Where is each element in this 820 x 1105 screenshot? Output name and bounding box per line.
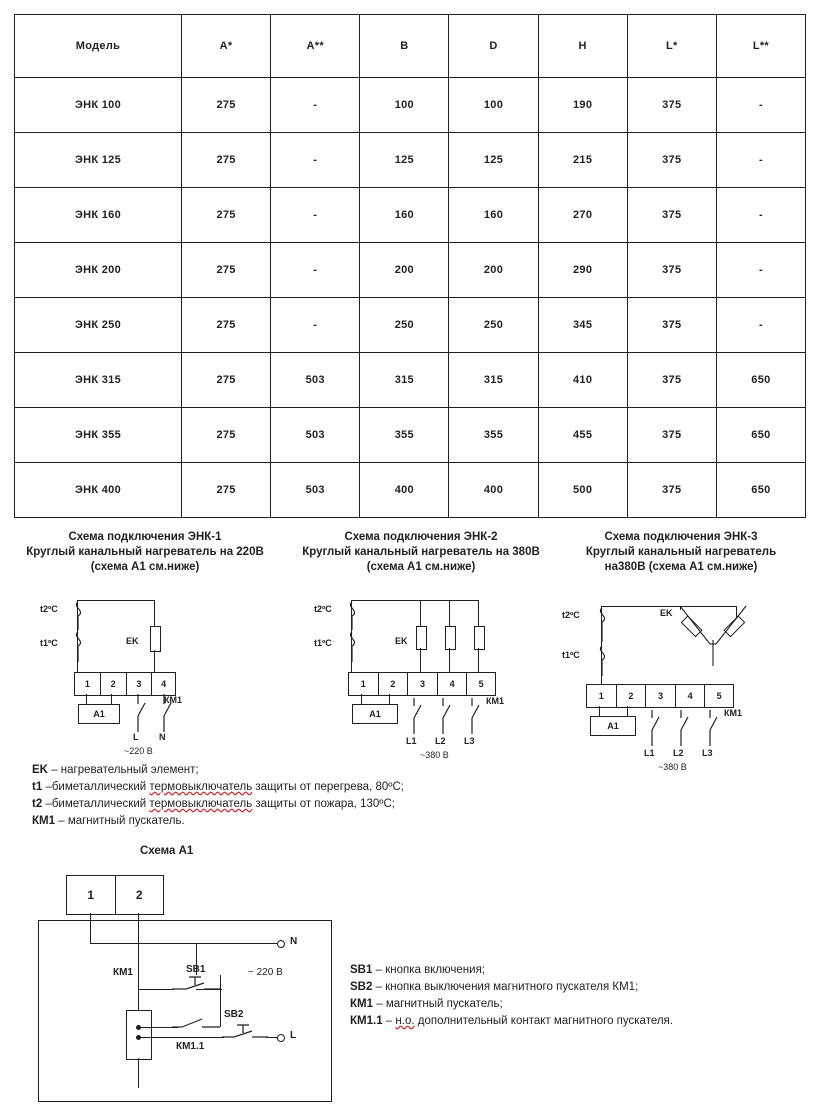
table-header-cell: H [538, 15, 627, 78]
table-cell-model: ЭНК 250 [15, 298, 182, 353]
table-cell: 315 [360, 353, 449, 408]
legend-item [32, 779, 592, 796]
table-cell: 410 [538, 353, 627, 408]
table-cell: - [716, 298, 805, 353]
table-cell: 215 [538, 133, 627, 188]
contactor-contacts-icon [646, 710, 726, 746]
table-cell: 503 [271, 353, 360, 408]
legend-text: магнитный пускатель; [385, 998, 503, 1010]
legend-item [350, 979, 800, 996]
scheme-enk-2 [290, 530, 552, 760]
scheme-3-title-line-3: на380В (схема А1 см.ниже) [604, 561, 758, 573]
scheme-3-title-line-1: Схема подключения ЭНК-3 [604, 531, 758, 543]
table-cell: - [716, 133, 805, 188]
heating-element-icon [474, 626, 485, 650]
scheme-1-ek-label: EK [126, 636, 139, 646]
scheme-2-terminal-block [348, 672, 496, 696]
star-connection-icon [674, 604, 754, 666]
table-cell: 275 [182, 353, 271, 408]
legend-text-post: защиты от пожара, 130ºС; [252, 798, 395, 810]
terminal-cell: 4 [676, 685, 706, 707]
legend-text-post: защиты от перегрева, 80ºС; [252, 781, 404, 793]
contactor-contacts-icon [132, 694, 178, 732]
scheme-1-title-line-3: (схема А1 см.ниже) [90, 561, 200, 573]
terminal-cell: 5 [478, 679, 484, 689]
thermoswitch-icon [594, 606, 616, 676]
scheme-2-ek-label: EK [395, 636, 408, 646]
terminal-cell: 3 [646, 685, 676, 707]
table-cell: 125 [449, 133, 538, 188]
legend-key: t1 [32, 781, 43, 793]
table-cell: 200 [360, 243, 449, 298]
table-cell: 375 [627, 78, 716, 133]
table-cell: 375 [627, 188, 716, 243]
table-cell-model: ЭНК 160 [15, 188, 182, 243]
legend-text-pre: биметаллический [51, 798, 150, 810]
table-cell-model: ЭНК 125 [15, 133, 182, 188]
table-cell: - [271, 78, 360, 133]
table-cell: - [716, 78, 805, 133]
legend-dash: – [45, 798, 52, 810]
terminal-cell: 1 [587, 685, 617, 707]
a1-label-km11: КМ1.1 [176, 1041, 205, 1052]
heating-element-icon [416, 626, 427, 650]
scheme-1-phase-L: L [133, 732, 139, 742]
pushbutton-sb2-icon [222, 1023, 278, 1045]
heating-element-icon [150, 626, 161, 652]
table-row [15, 243, 806, 298]
terminal-dot-n [277, 940, 285, 948]
table-cell: - [271, 243, 360, 298]
scheme-2-t2-label: t2ºC [314, 604, 332, 614]
legend-key: EK [32, 764, 48, 776]
legend-item [350, 996, 800, 1013]
table-cell: - [271, 133, 360, 188]
table-header-cell: A* [182, 15, 271, 78]
table-cell: 503 [271, 408, 360, 463]
table-cell: 275 [182, 188, 271, 243]
table-cell-model: ЭНК 355 [15, 408, 182, 463]
legend-dash: – [385, 1015, 393, 1027]
table-cell: 315 [449, 353, 538, 408]
legend-text: кнопка выключения магнитного пускателя КМ1; [385, 981, 639, 993]
legend-text-highlight: термовыключатель [149, 781, 253, 793]
scheme-3-t1-label: t1ºC [562, 650, 580, 660]
legend-text-post: дополнительный контакт магнитного пускателя. [414, 1015, 673, 1027]
table-cell: 455 [538, 408, 627, 463]
scheme-2-phase-L1: L1 [406, 736, 417, 746]
scheme-2-title-line-2: Круглый канальный нагреватель на 380В [302, 546, 540, 558]
legend-dash: – [58, 815, 65, 827]
terminal-cell: 4 [438, 673, 468, 695]
specification-table-container [14, 14, 806, 518]
table-cell: 355 [449, 408, 538, 463]
scheme-2-voltage: ~380 В [420, 750, 449, 760]
legend-text: нагревательный элемент; [60, 764, 199, 776]
scheme-3-title-line-2: Круглый канальный нагреватель [585, 546, 777, 558]
scheme-3-a1-box: А1 [590, 716, 636, 736]
scheme-1-diagram [14, 580, 276, 756]
a1-label-l: L [290, 1030, 297, 1041]
scheme-1-km1-label: КМ1 [164, 695, 182, 705]
legend-dash: – [376, 998, 383, 1010]
table-row [15, 353, 806, 408]
legend-dash: – [51, 764, 58, 776]
a1-label-sb1: SB1 [186, 964, 206, 975]
scheme-1-t2-label: t2ºC [40, 604, 58, 614]
scheme-3-km1-label: КМ1 [724, 708, 742, 718]
terminal-cell: 3 [127, 673, 153, 695]
table-cell: 650 [716, 353, 805, 408]
table-cell: 275 [182, 243, 271, 298]
table-cell: 503 [271, 463, 360, 518]
thermoswitch-icon [344, 600, 366, 662]
terminal-cell: 2 [379, 673, 409, 695]
terminal-cell: 1 [349, 673, 379, 695]
scheme-2-title-line-1: Схема подключения ЭНК-2 [344, 531, 498, 543]
table-cell: 190 [538, 78, 627, 133]
table-header-cell: B [360, 15, 449, 78]
table-row [15, 188, 806, 243]
scheme-1-title-line-2: Круглый канальный нагреватель на 220В [26, 546, 264, 558]
scheme-1-a1-box: А1 [78, 704, 120, 724]
table-cell: - [716, 188, 805, 243]
terminal-cell: 3 [408, 673, 438, 695]
a1-voltage-label: ~ 220 В [248, 967, 283, 978]
scheme-1-voltage: ~220 В [124, 746, 153, 756]
terminal-cell: 1 [75, 673, 101, 695]
table-header-cell: L** [716, 15, 805, 78]
legend-item [32, 813, 592, 830]
legend-key: SB2 [350, 981, 373, 993]
specification-table [14, 14, 806, 518]
a1-label-km1: КМ1 [113, 967, 133, 978]
table-row [15, 298, 806, 353]
scheme-2-diagram [290, 580, 552, 760]
terminal-cell: 2 [617, 685, 647, 707]
heating-element-icon [445, 626, 456, 650]
table-row [15, 78, 806, 133]
scheme-3-phase-L1: L1 [644, 748, 655, 758]
terminal-cell: 2 [135, 888, 143, 902]
table-header-cell: D [449, 15, 538, 78]
scheme-enk-3 [556, 530, 806, 772]
terminal-dot-l [277, 1034, 285, 1042]
table-cell: 375 [627, 353, 716, 408]
scheme-3-terminal-block [586, 684, 734, 708]
scheme-1-terminal-block [74, 672, 176, 696]
a1-label-sb2: SB2 [224, 1009, 244, 1020]
table-cell: 500 [538, 463, 627, 518]
table-cell: 100 [449, 78, 538, 133]
table-header-cell: L* [627, 15, 716, 78]
legend-text-highlight: н.о. [395, 1015, 415, 1027]
legend-key: t2 [32, 798, 43, 810]
table-row [15, 408, 806, 463]
terminal-cell: 5 [716, 691, 722, 701]
legend-key: SB1 [350, 964, 373, 976]
legend-text: кнопка включения; [385, 964, 486, 976]
a1-legend [350, 962, 800, 1030]
scheme-3-phase-L3: L3 [702, 748, 713, 758]
contactor-contacts-icon [408, 698, 488, 734]
table-cell: 375 [627, 133, 716, 188]
table-cell: 160 [360, 188, 449, 243]
table-cell-model: ЭНК 100 [15, 78, 182, 133]
scheme-2-a1-box: А1 [352, 704, 398, 724]
table-cell: 275 [182, 78, 271, 133]
table-cell-model: ЭНК 200 [15, 243, 182, 298]
scheme-3-t2-label: t2ºC [562, 610, 580, 620]
table-row [15, 133, 806, 188]
legend-text-highlight: термовыключатель [149, 798, 253, 810]
scheme-1-title-line-1: Схема подключения ЭНК-1 [68, 531, 222, 543]
table-cell-model: ЭНК 315 [15, 353, 182, 408]
table-cell: 375 [627, 463, 716, 518]
table-cell: 375 [627, 298, 716, 353]
table-cell: 275 [182, 463, 271, 518]
scheme-2-t1-label: t1ºC [314, 638, 332, 648]
legend-item [350, 962, 800, 979]
legend-text-pre: биметаллический [51, 781, 150, 793]
table-cell: 400 [360, 463, 449, 518]
table-row [15, 463, 806, 518]
legend-dash: – [45, 781, 52, 793]
legend-item [350, 1013, 800, 1030]
table-cell: 100 [360, 78, 449, 133]
table-cell: 250 [360, 298, 449, 353]
table-cell: 400 [449, 463, 538, 518]
a1-scheme-title: Схема А1 [140, 845, 194, 857]
terminal-cell: 2 [101, 673, 127, 695]
table-cell: 650 [716, 463, 805, 518]
table-cell: 345 [538, 298, 627, 353]
table-cell: 270 [538, 188, 627, 243]
legend-item [32, 796, 592, 813]
legend-item [32, 762, 592, 779]
legend-key: КМ1 [350, 998, 373, 1010]
table-cell: 200 [449, 243, 538, 298]
legend-key: КМ1 [32, 815, 55, 827]
table-cell: - [716, 243, 805, 298]
table-cell-model: ЭНК 400 [15, 463, 182, 518]
scheme-3-phase-L2: L2 [673, 748, 684, 758]
scheme-1-t1-label: t1ºC [40, 638, 58, 648]
scheme-3-ek-label: EK [660, 608, 673, 618]
legend-key: КМ1.1 [350, 1015, 383, 1027]
thermoswitch-icon [70, 600, 92, 662]
scheme-3-diagram [556, 580, 806, 772]
table-header-cell: A** [271, 15, 360, 78]
table-cell: 160 [449, 188, 538, 243]
terminal-cell: 4 [161, 679, 167, 689]
junction-dot [136, 1025, 141, 1030]
table-header-cell: Модель [15, 15, 182, 78]
a1-terminal-block [66, 875, 164, 915]
table-cell: 290 [538, 243, 627, 298]
table-cell: 275 [182, 133, 271, 188]
table-cell: 650 [716, 408, 805, 463]
table-cell: 275 [182, 298, 271, 353]
scheme-2-phase-L2: L2 [435, 736, 446, 746]
table-cell: - [271, 188, 360, 243]
scheme-3-voltage: ~380 В [658, 762, 687, 772]
legend-dash: – [375, 964, 382, 976]
table-cell: 250 [449, 298, 538, 353]
table-header-row [15, 15, 806, 78]
scheme-1-phase-N: N [159, 732, 166, 742]
table-cell: 355 [360, 408, 449, 463]
scheme-enk-1 [14, 530, 276, 756]
table-cell: 375 [627, 243, 716, 298]
a1-label-n: N [290, 936, 298, 947]
a1-circuit-frame [38, 920, 332, 1102]
scheme-2-km1-label: КМ1 [486, 696, 504, 706]
legend-text: магнитный пускатель. [67, 815, 185, 827]
table-cell: 275 [182, 408, 271, 463]
main-legend [32, 762, 592, 830]
terminal-cell: 1 [67, 876, 116, 914]
junction-dot [136, 1035, 141, 1040]
scheme-2-phase-L3: L3 [464, 736, 475, 746]
table-cell: 125 [360, 133, 449, 188]
table-cell: 375 [627, 408, 716, 463]
scheme-2-title-line-3: (схема А1 см.ниже) [366, 561, 476, 573]
table-cell: - [271, 298, 360, 353]
legend-dash: – [375, 981, 382, 993]
